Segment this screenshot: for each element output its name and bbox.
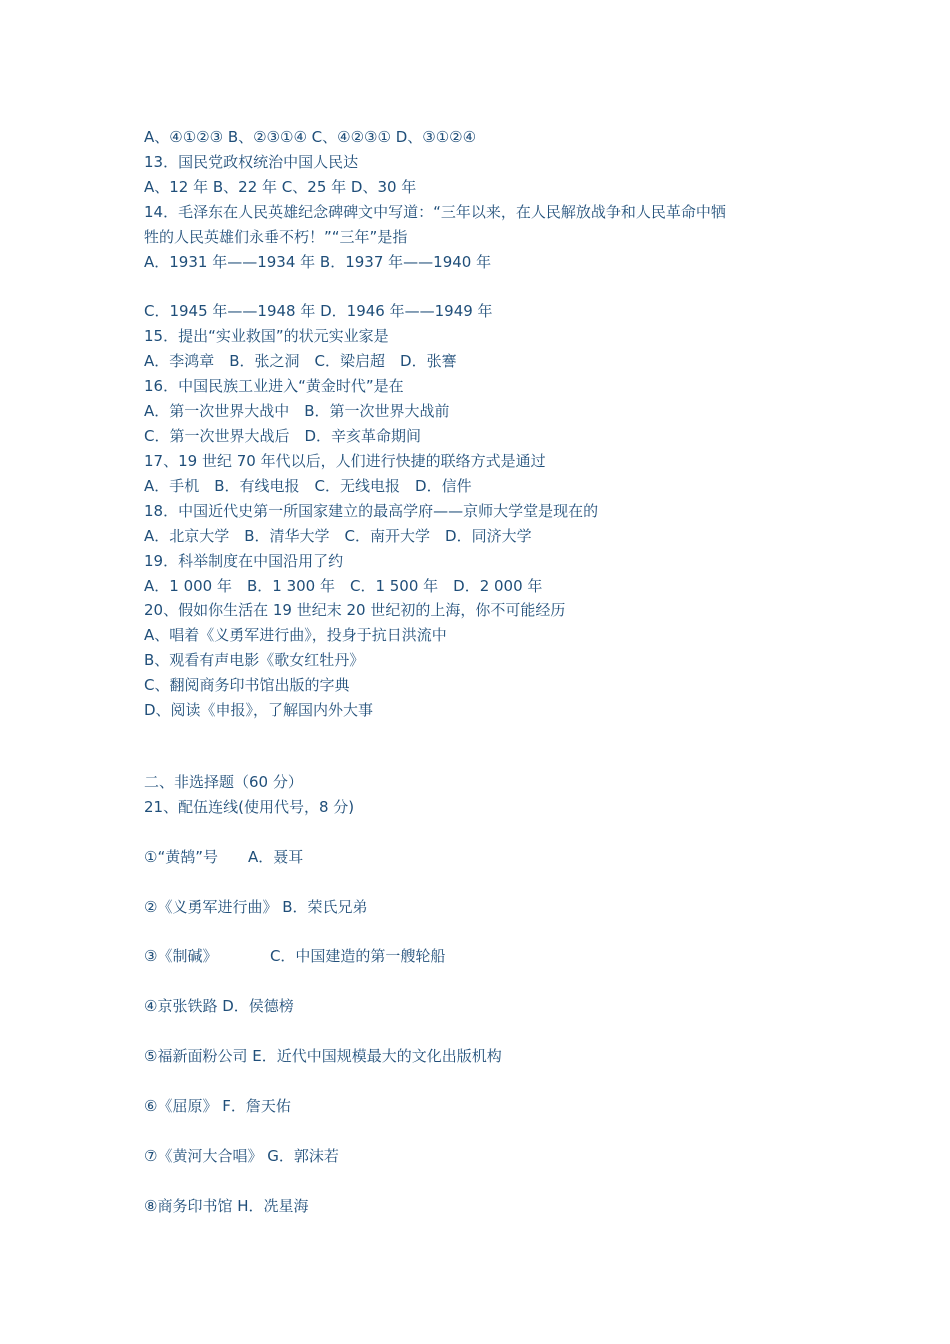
q14-question-line1: 14．毛泽东在人民英雄纪念碑碑文中写道：“三年以来，在人民解放战争和人民革命中牺 <box>144 203 726 221</box>
q17-options: A．手机 B．有线电报 C．无线电报 D．信件 <box>144 477 472 495</box>
q16-options-ab: A．第一次世界大战中 B．第一次世界大战前 <box>144 402 450 420</box>
q20-question: 20、假如你生活在 19 世纪末 20 世纪初的上海，你不可能经历 <box>144 601 566 619</box>
match-item-5: ⑤福新面粉公司 E．近代中国规模最大的文化出版机构 <box>144 1047 502 1065</box>
match-item-1: ①“黄鹄”号 A．聂耳 <box>144 848 304 866</box>
match-item-3: ③《制碱》 C．中国建造的第一艘轮船 <box>144 947 446 965</box>
q20-option-c: C、翻阅商务印书馆出版的字典 <box>144 676 350 694</box>
q12-options: A、④①②③ B、②③①④ C、④②③① D、③①②④ <box>144 128 477 146</box>
q17-question: 17、19 世纪 70 年代以后，人们进行快捷的联络方式是通过 <box>144 452 546 470</box>
q20-option-d: D、阅读《申报》，了解国内外大事 <box>144 701 374 719</box>
q21-question: 21、配伍连线(使用代号，8 分) <box>144 798 355 816</box>
q14-question-line2: 牲的人民英雄们永垂不朽！”“三年”是指 <box>144 228 408 246</box>
q19-question: 19．科举制度在中国沿用了约 <box>144 552 344 570</box>
q14-options-ab: A．1931 年——1934 年 B．1937 年——1940 年 <box>144 253 492 271</box>
q13-options: A、12 年 B、22 年 C、25 年 D、30 年 <box>144 178 417 196</box>
match-item-4: ④京张铁路 D．侯德榜 <box>144 997 294 1015</box>
q19-options: A．1 000 年 B．1 300 年 C．1 500 年 D．2 000 年 <box>144 577 543 595</box>
match-item-7: ⑦《黄河大合唱》 G．郭沫若 <box>144 1147 339 1165</box>
q13-question: 13．国民党政权统治中国人民达 <box>144 153 359 171</box>
match-item-2: ②《义勇军进行曲》 B．荣氏兄弟 <box>144 898 368 916</box>
section-heading: 二、非选择题（60 分） <box>144 773 303 791</box>
match-item-8: ⑧商务印书馆 H．冼星海 <box>144 1197 309 1215</box>
q20-option-b: B、观看有声电影《歌女红牡丹》 <box>144 651 365 669</box>
q15-question: 15．提出“实业救国”的状元实业家是 <box>144 327 389 345</box>
match-item-6: ⑥《屈原》 F．詹天佑 <box>144 1097 291 1115</box>
q14-options-cd: C．1945 年——1948 年 D．1946 年——1949 年 <box>144 302 493 320</box>
q20-option-a: A、唱着《义勇军进行曲》，投身于抗日洪流中 <box>144 626 447 644</box>
q18-question: 18．中国近代史第一所国家建立的最高学府——京师大学堂是现在的 <box>144 502 599 520</box>
q16-options-cd: C．第一次世界大战后 D．辛亥革命期间 <box>144 427 422 445</box>
q18-options: A．北京大学 B．清华大学 C．南开大学 D．同济大学 <box>144 527 532 545</box>
q15-options: A．李鸿章 B．张之洞 C．梁启超 D．张謇 <box>144 352 457 370</box>
q16-question: 16．中国民族工业进入“黄金时代”是在 <box>144 377 404 395</box>
